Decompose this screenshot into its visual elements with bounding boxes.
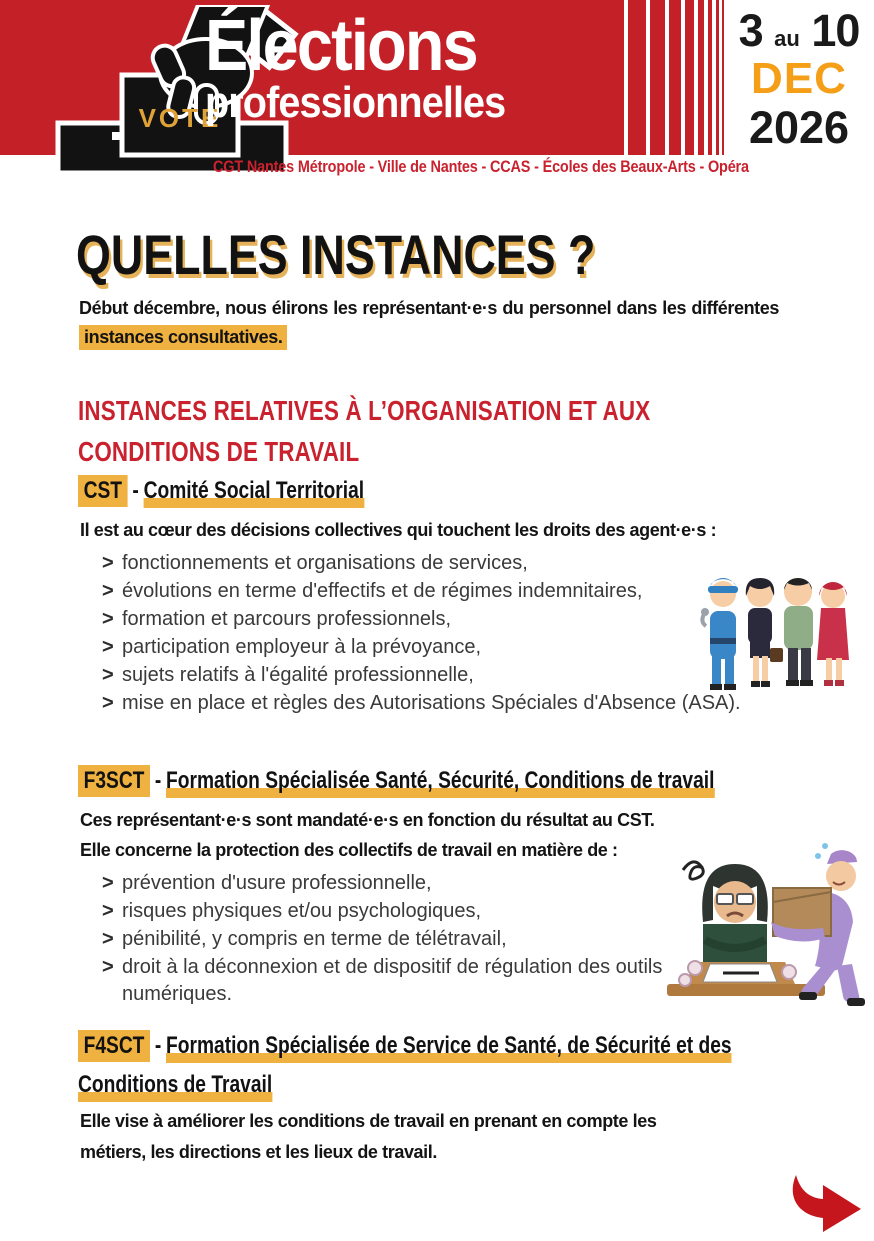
bullet-text: fonctionnements et organisations de services, bbox=[122, 552, 528, 574]
desk bbox=[667, 961, 825, 996]
stressed-employee bbox=[702, 864, 768, 962]
vote-label-svg: VOTE bbox=[138, 103, 222, 133]
workers-illustration bbox=[700, 556, 850, 696]
election-dates bbox=[724, 5, 874, 153]
worker-technician bbox=[784, 578, 813, 686]
f3sct-dash: - bbox=[154, 767, 162, 794]
stress-illustration bbox=[655, 832, 867, 1010]
cst-bullet-item bbox=[102, 690, 792, 717]
f3sct-name: Formation Spécialisée Santé, Sécurité, Conditions de travail bbox=[166, 767, 714, 798]
bullet-marker: > bbox=[102, 872, 114, 894]
cst-bullet-item bbox=[102, 662, 792, 689]
cst-bullet-item bbox=[102, 550, 792, 577]
bullet-marker: > bbox=[102, 956, 114, 978]
f4sct-body: Elle vise à améliorer les conditions de travail en prenant en compte les métiers, les directions et les lieux de travail. bbox=[80, 1111, 657, 1162]
f3sct-bullet-item bbox=[102, 926, 702, 953]
f3sct-bullet-item bbox=[102, 898, 702, 925]
bullet-marker: > bbox=[102, 608, 114, 630]
bullet-text: participation employeur à la prévoyance, bbox=[122, 636, 482, 658]
cst-bullet-item bbox=[102, 634, 792, 661]
cst-bullet-item bbox=[102, 578, 792, 605]
date-year: 2026 bbox=[748, 102, 850, 153]
organizations-line: CGT Nantes Métropole - Ville de Nantes - CCAS - Écoles des Beaux-Arts - Opéra bbox=[213, 157, 749, 176]
bullet-text: formation et parcours professionnels, bbox=[122, 608, 452, 630]
bullet-marker: > bbox=[102, 900, 114, 922]
bullet-text: sujets relatifs à l'égalité professionnelle, bbox=[122, 664, 474, 686]
cst-dash: - bbox=[132, 477, 139, 504]
bullet-marker: > bbox=[102, 636, 114, 658]
f3sct-acronym: F3SCT bbox=[78, 765, 150, 797]
intro-text: Début décembre, nous élirons les représentant·e·s du personnel dans les différentes bbox=[79, 298, 779, 318]
banner-title bbox=[205, 6, 505, 126]
f3sct-bullet-item bbox=[102, 870, 702, 897]
intro-paragraph bbox=[79, 294, 779, 352]
f4sct-dash: - bbox=[154, 1032, 162, 1059]
intro-highlight: instances consultatives. bbox=[79, 325, 287, 350]
bullet-text: évolutions en terme d'effectifs et de régimes indemnitaires, bbox=[122, 580, 643, 602]
f4sct-heading bbox=[78, 1026, 830, 1104]
cst-heading bbox=[78, 477, 364, 505]
worker-businesswoman bbox=[746, 578, 783, 687]
bullet-marker: > bbox=[102, 664, 114, 686]
worker-mechanic bbox=[701, 578, 738, 690]
bullet-marker: > bbox=[102, 692, 114, 714]
f4sct-acronym: F4SCT bbox=[78, 1030, 150, 1062]
bullet-marker: > bbox=[102, 580, 114, 602]
banner-title-line2: professionnelles bbox=[205, 78, 506, 127]
date-month: DEC bbox=[751, 54, 847, 103]
f3sct-lead1: Ces représentant·e·s sont mandaté·e·s en fonction du résultat au CST. bbox=[80, 810, 655, 830]
arrow-icon bbox=[783, 1172, 865, 1236]
bullet-text: risques physiques et/ou psychologiques, bbox=[122, 900, 482, 922]
date-joiner: au bbox=[774, 26, 800, 51]
f3sct-bullet-item bbox=[102, 954, 702, 1008]
f4sct-name: Formation Spécialisée de Service de Santé, de Sécurité et des Conditions de Travail bbox=[78, 1032, 732, 1102]
cst-lead: Il est au cœur des décisions collectives qui touchent les droits des agent·e·s : bbox=[80, 520, 717, 540]
f3sct-heading bbox=[78, 767, 714, 795]
stripes-decoration bbox=[606, 0, 724, 155]
f3sct-lead2: Elle concerne la protection des collectifs de travail en matière de : bbox=[80, 840, 618, 860]
cst-acronym: CST bbox=[78, 475, 128, 507]
f3sct-bullet-list bbox=[102, 870, 702, 1009]
bullet-text: prévention d'usure professionnelle, bbox=[122, 872, 432, 894]
bullet-text: mise en place et règles des Autorisations Spéciales d'Absence (ASA). bbox=[122, 692, 741, 714]
bullet-text: droit à la déconnexion et de dispositif de régulation des outils numériques. bbox=[122, 956, 663, 1005]
bullet-text: pénibilité, y compris en terme de télétravail, bbox=[122, 928, 507, 950]
page-title: QUELLES INSTANCES ? bbox=[76, 223, 596, 286]
cst-bullet-list bbox=[102, 550, 792, 718]
date-start-day: 3 bbox=[738, 5, 763, 56]
date-end-day: 10 bbox=[811, 5, 860, 56]
bullet-marker: > bbox=[102, 552, 114, 574]
bullet-marker: > bbox=[102, 928, 114, 950]
section-heading: INSTANCES RELATIVES À L’ORGANISATION ET AUX CONDITIONS DE TRAVAIL bbox=[78, 395, 651, 467]
worker-caterer bbox=[817, 582, 849, 686]
banner-title-line1: Élections bbox=[205, 6, 477, 86]
cst-bullet-item bbox=[102, 606, 792, 633]
date-days bbox=[724, 5, 874, 56]
cst-name: Comité Social Territorial bbox=[144, 477, 365, 508]
